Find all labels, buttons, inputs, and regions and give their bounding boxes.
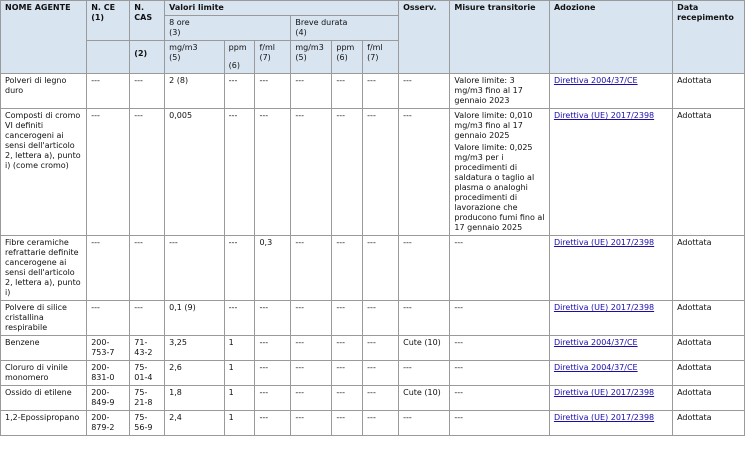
cell-osserv: ---: [399, 74, 450, 109]
col-mg-breve-note: (5): [295, 53, 307, 62]
table-row: [1, 109, 745, 236]
cell-ce: 200-879-2: [87, 411, 130, 436]
adozione-link[interactable]: Direttiva (UE) 2017/2398: [553, 388, 655, 397]
cell-fml-breve: ---: [363, 236, 399, 301]
col-breve-durata-note: (4): [295, 28, 307, 37]
col-breve-durata-label: Breve durata: [295, 18, 348, 27]
cell-fml-breve: ---: [363, 361, 399, 386]
cell-ppm-breve: ---: [332, 236, 363, 301]
misure-item: ---: [454, 363, 464, 372]
cell-mg-8h: 2,4: [165, 411, 225, 436]
cell-adozione: [549, 386, 672, 411]
col-otto-ore: [165, 16, 291, 41]
col-osserv: Osserv.: [399, 1, 450, 74]
cell-misure: [450, 386, 550, 411]
cell-ppm-8h: ---: [224, 109, 255, 236]
col-otto-ore-label: 8 ore: [169, 18, 190, 27]
cell-cas: ---: [130, 236, 165, 301]
cell-mg-8h: 2,6: [165, 361, 225, 386]
col-ppm-8h: [224, 41, 255, 74]
col-nome-agente: NOME AGENTE: [1, 1, 87, 74]
col-mg-8h-note: (5): [169, 53, 181, 62]
cell-mg-breve: ---: [291, 361, 332, 386]
table-row: [1, 361, 745, 386]
cell-cas: 75-01-4: [130, 361, 165, 386]
cell-fml-8h: ---: [255, 301, 291, 336]
col-fml-breve-note: (7): [367, 53, 379, 62]
cell-misure: [450, 411, 550, 436]
col-n-cas-label: N. CAS: [134, 3, 153, 22]
col-fml-breve: [363, 41, 399, 74]
cell-data: Adottata: [673, 411, 745, 436]
misure-item: ---: [454, 388, 464, 397]
cell-agente: Cloruro di vinile monomero: [1, 361, 87, 386]
cell-osserv: ---: [399, 411, 450, 436]
adozione-link[interactable]: Direttiva 2004/37/CE: [553, 363, 638, 372]
cell-fml-breve: ---: [363, 386, 399, 411]
col-n-cas-note: (2): [130, 41, 165, 74]
adozione-link[interactable]: Direttiva (UE) 2017/2398: [553, 238, 655, 247]
cell-ppm-breve: ---: [332, 74, 363, 109]
cell-osserv: ---: [399, 301, 450, 336]
col-n-ce: [87, 1, 130, 41]
misure-item: ---: [454, 413, 464, 422]
col-fml-8h-note: (7): [259, 53, 271, 62]
cell-mg-breve: ---: [291, 74, 332, 109]
col-ppm-breve-note: (6): [336, 53, 348, 62]
cell-agente: Composti di cromo VI definiti cancerogeni ai sensi dell'articolo 2, lettera a), punto i) (come cromo): [1, 109, 87, 236]
col-ppm-breve: [332, 41, 363, 74]
cell-cas: 71-43-2: [130, 336, 165, 361]
col-fml-8h-label: f/ml: [259, 43, 275, 52]
cell-ppm-8h: 1: [224, 411, 255, 436]
cell-agente: Polveri di legno duro: [1, 74, 87, 109]
cell-adozione: [549, 411, 672, 436]
misure-item: Valore limite: 0,025 mg/m3 per i procedimenti di saldatura o taglio al plasma o analoghi procedimenti di lavorazione che producono fumi fino al 17 gennaio 2025: [454, 143, 545, 232]
col-ppm-breve-label: ppm: [336, 43, 355, 52]
cell-misure: [450, 236, 550, 301]
col-fml-breve-label: f/ml: [367, 43, 383, 52]
cell-ppm-breve: ---: [332, 109, 363, 236]
col-n-ce-sub: [87, 41, 130, 74]
adozione-link[interactable]: Direttiva 2004/37/CE: [553, 76, 638, 85]
cell-mg-8h: ---: [165, 236, 225, 301]
cell-ppm-8h: ---: [224, 236, 255, 301]
cell-adozione: [549, 74, 672, 109]
cell-mg-8h: 0,1 (9): [165, 301, 225, 336]
cell-fml-8h: ---: [255, 411, 291, 436]
cell-mg-8h: 2 (8): [165, 74, 225, 109]
cell-ce: 200-753-7: [87, 336, 130, 361]
col-ppm-8h-note: (6): [228, 61, 241, 70]
table-row: [1, 386, 745, 411]
cell-ppm-8h: 1: [224, 386, 255, 411]
table-row: [1, 301, 745, 336]
cell-agente: Ossido di etilene: [1, 386, 87, 411]
cell-fml-8h: ---: [255, 109, 291, 236]
cell-mg-breve: ---: [291, 411, 332, 436]
cell-agente: Polvere di silice cristallina respirabile: [1, 301, 87, 336]
cell-fml-breve: ---: [363, 109, 399, 236]
cell-adozione: [549, 301, 672, 336]
cell-osserv: Cute (10): [399, 386, 450, 411]
header-row-1: [1, 1, 745, 16]
cell-data: Adottata: [673, 301, 745, 336]
col-mg-breve: [291, 41, 332, 74]
cell-fml-breve: ---: [363, 74, 399, 109]
cell-osserv: ---: [399, 361, 450, 386]
cell-data: Adottata: [673, 336, 745, 361]
cell-mg-breve: ---: [291, 336, 332, 361]
table-row: [1, 236, 745, 301]
cell-ce: 200-831-0: [87, 361, 130, 386]
cell-fml-8h: ---: [255, 336, 291, 361]
cell-mg-8h: 1,8: [165, 386, 225, 411]
cell-cas: ---: [130, 74, 165, 109]
cell-fml-8h: ---: [255, 361, 291, 386]
cell-ppm-breve: ---: [332, 336, 363, 361]
cell-data: Adottata: [673, 236, 745, 301]
cell-misure: [450, 301, 550, 336]
cell-ppm-breve: ---: [332, 361, 363, 386]
cell-cas: ---: [130, 301, 165, 336]
cell-ppm-8h: ---: [224, 74, 255, 109]
adozione-link[interactable]: Direttiva (UE) 2017/2398: [553, 303, 655, 312]
cell-ppm-breve: ---: [332, 411, 363, 436]
cell-agente: Fibre ceramiche refrattarie definite cancerogene ai sensi dell'articolo 2, lettera a), punto i): [1, 236, 87, 301]
cell-ce: 200-849-9: [87, 386, 130, 411]
cell-adozione: [549, 361, 672, 386]
cell-adozione: [549, 236, 672, 301]
table-row: [1, 411, 745, 436]
cell-data: Adottata: [673, 109, 745, 236]
cell-mg-breve: ---: [291, 386, 332, 411]
cell-misure: [450, 361, 550, 386]
col-breve-durata: [291, 16, 399, 41]
cell-misure: [450, 109, 550, 236]
cell-data: Adottata: [673, 386, 745, 411]
misure-item: ---: [454, 238, 464, 247]
cell-misure: [450, 74, 550, 109]
col-otto-ore-note: (3): [169, 28, 181, 37]
misure-item: Valore limite: 0,010 mg/m3 fino al 17 gennaio 2025: [454, 111, 533, 140]
adozione-link[interactable]: Direttiva (UE) 2017/2398: [553, 111, 655, 120]
cell-mg-8h: 0,005: [165, 109, 225, 236]
cell-mg-breve: ---: [291, 236, 332, 301]
cell-cas: ---: [130, 109, 165, 236]
cell-ppm-breve: ---: [332, 386, 363, 411]
misure-item: ---: [454, 303, 464, 312]
cell-osserv: ---: [399, 109, 450, 236]
cell-misure: [450, 336, 550, 361]
cell-agente: Benzene: [1, 336, 87, 361]
cell-mg-breve: ---: [291, 301, 332, 336]
cell-adozione: [549, 109, 672, 236]
table-row: [1, 336, 745, 361]
col-mg-8h: [165, 41, 225, 74]
adozione-link[interactable]: Direttiva (UE) 2017/2398: [553, 413, 655, 422]
cell-mg-8h: 3,25: [165, 336, 225, 361]
cell-mg-breve: ---: [291, 109, 332, 236]
table-row: [1, 74, 745, 109]
col-mg-breve-label: mg/m3: [295, 43, 324, 52]
cell-osserv: ---: [399, 236, 450, 301]
col-n-ce-note: (1): [91, 13, 105, 22]
cell-fml-breve: ---: [363, 301, 399, 336]
misure-item: ---: [454, 338, 464, 347]
col-n-cas: [130, 1, 165, 41]
adozione-link[interactable]: Direttiva 2004/37/CE: [553, 338, 638, 347]
col-ppm-8h-label: ppm: [228, 43, 247, 52]
cell-ce: ---: [87, 301, 130, 336]
col-valori-limite: Valori limite: [165, 1, 399, 16]
cell-ppm-8h: 1: [224, 336, 255, 361]
col-fml-8h: [255, 41, 291, 74]
cell-data: Adottata: [673, 361, 745, 386]
cell-fml-breve: ---: [363, 336, 399, 361]
col-misure-transitorie: Misure transitorie: [450, 1, 550, 74]
cell-data: Adottata: [673, 74, 745, 109]
cell-fml-8h: 0,3: [255, 236, 291, 301]
cell-osserv: Cute (10): [399, 336, 450, 361]
cell-cas: 75-21-8: [130, 386, 165, 411]
col-data-recepimento: Data recepimento: [673, 1, 745, 74]
cell-ce: ---: [87, 236, 130, 301]
misure-item: Valore limite: 3 mg/m3 fino al 17 gennaio 2023: [454, 76, 523, 105]
col-n-ce-label: N. CE: [91, 3, 116, 12]
cell-fml-8h: ---: [255, 386, 291, 411]
cell-ppm-8h: 1: [224, 361, 255, 386]
col-adozione: Adozione: [549, 1, 672, 74]
cell-ce: ---: [87, 109, 130, 236]
cell-ppm-8h: ---: [224, 301, 255, 336]
col-mg-8h-label: mg/m3: [169, 43, 198, 52]
cell-adozione: [549, 336, 672, 361]
cell-fml-breve: ---: [363, 411, 399, 436]
cell-cas: 75-56-9: [130, 411, 165, 436]
cell-fml-8h: ---: [255, 74, 291, 109]
cell-agente: 1,2-Epossipropano: [1, 411, 87, 436]
cell-ppm-breve: ---: [332, 301, 363, 336]
cell-ce: ---: [87, 74, 130, 109]
